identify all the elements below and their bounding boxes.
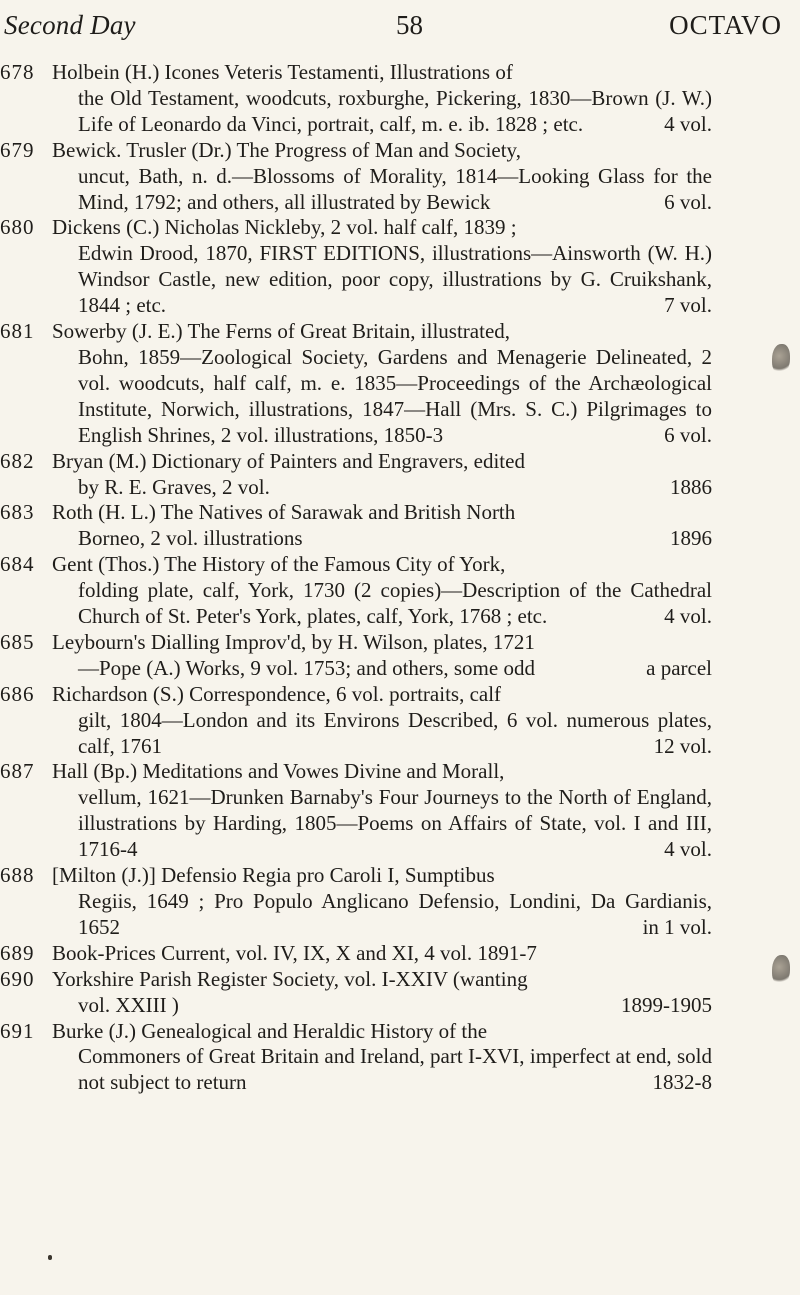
- running-head-format: OCTAVO: [669, 10, 782, 40]
- lot-description-first-line: Roth (H. L.) The Natives of Sarawak and British North: [52, 500, 516, 525]
- lot-number: 691: [0, 1018, 35, 1043]
- lot-entry: [0, 215, 712, 319]
- lot-description-first-line: Gent (Thos.) The History of the Famous City of York,: [52, 552, 506, 577]
- lot-number: 678: [0, 60, 35, 84]
- lot-description-text: vellum, 1621—Drunken Barnaby's Four Journeys to the North of England, illustrations by Harding, 1805—Poems on Affairs of State, vol. I and III, 1716-4: [78, 785, 712, 862]
- pencil-mark-icon: [772, 955, 790, 985]
- lot-quantity: 1832-8: [652, 1070, 712, 1095]
- lot-description-text: Borneo, 2 vol. illustrations: [78, 526, 303, 551]
- lot-description: [52, 345, 712, 449]
- lot-entry: [0, 1019, 712, 1097]
- lot-quantity: 1899-1905: [621, 992, 712, 1017]
- lot-number: 684: [0, 552, 35, 577]
- lot-number: 687: [0, 759, 35, 784]
- lot-entry: [0, 138, 712, 216]
- lot-description-text: gilt, 1804—London and its Environs Described, 6 vol. numerous plates, calf, 1761: [78, 707, 712, 758]
- lot-entry: [0, 682, 712, 760]
- lot-description-text: —Pope (A.) Works, 9 vol. 1753; and others, some odd: [78, 655, 535, 680]
- lot-description-first-line: Hall (Bp.) Meditations and Vowes Divine and Morall,: [52, 759, 505, 784]
- lot-description: [52, 993, 712, 1019]
- lot-entry: [0, 941, 712, 967]
- lot-description-first-line: Book-Prices Current, vol. IV, IX, X and XI, 4 vol. 1891-7: [52, 940, 537, 965]
- lot-description: [52, 164, 712, 216]
- lot-description: [52, 241, 712, 319]
- lot-description: [52, 86, 712, 138]
- lot-description-first-line: Holbein (H.) Icones Veteris Testamenti, Illustrations of: [52, 60, 513, 84]
- lot-quantity: 1886: [670, 474, 712, 499]
- lot-number: 688: [0, 863, 35, 888]
- lot-description-first-line: Burke (J.) Genealogical and Heraldic History of the: [52, 1018, 488, 1043]
- lot-description-text: Regiis, 1649 ; Pro Populo Anglicano Defensio, Londini, Da Gardianis, 1652: [78, 889, 712, 939]
- lot-entry: [0, 863, 712, 941]
- lot-number: 679: [0, 137, 35, 162]
- lot-number: 686: [0, 681, 35, 706]
- lot-quantity: 7 vol.: [664, 293, 712, 318]
- lot-description: [52, 1044, 712, 1096]
- lot-description-first-line: Bewick. Trusler (Dr.) The Progress of Man and Society,: [52, 137, 521, 162]
- lot-number: 690: [0, 966, 35, 991]
- lot-quantity: 1896: [670, 526, 712, 551]
- page-number: 58: [396, 10, 423, 40]
- lot-description-first-line: Bryan (M.) Dictionary of Painters and Engravers, edited: [52, 448, 525, 473]
- lot-quantity: 6 vol.: [664, 422, 712, 447]
- lot-number: 681: [0, 319, 35, 344]
- lot-description-text: Edwin Drood, 1870, FIRST EDITIONS, illustrations—Ainsworth (W. H.) Windsor Castle, new edition, poor copy, illustrations by G. Cruikshank, 1844 ; etc.: [78, 241, 712, 318]
- lot-entry: [0, 552, 712, 630]
- lot-description-text: Bohn, 1859—Zoological Society, Gardens and Menagerie Delineated, 2 vol. woodcuts, half calf, m. e. 1835—Proceedings of the Archæological Institute, Norwich, illustrations, 1847—Hall (Mrs. S. C.) Pilgrimages to English Shrines, 2 vol. illustrations, 1850-3: [78, 344, 712, 447]
- lot-number: 682: [0, 448, 35, 473]
- lot-description: [52, 785, 712, 863]
- lot-description-text: uncut, Bath, n. d.—Blossoms of Morality, 1814—Looking Glass for the Mind, 1792; and others, all illustrated by Bewick: [78, 163, 712, 214]
- running-head-day: Second Day: [4, 10, 136, 40]
- lot-description-text: vol. XXIII ): [78, 992, 179, 1017]
- pencil-mark-icon: [772, 344, 790, 374]
- lot-entry: [0, 319, 712, 449]
- lot-description-text: by R. E. Graves, 2 vol.: [78, 474, 270, 499]
- lot-quantity: 6 vol.: [664, 189, 712, 214]
- lot-description-first-line: Yorkshire Parish Register Society, vol. I-XXIV (wanting: [52, 966, 528, 991]
- lot-description-text: the Old Testament, woodcuts, roxburghe, Pickering, 1830—Brown (J. W.) Life of Leonardo da Vinci, portrait, calf, m. e. ib. 1828 ; etc.: [78, 85, 712, 136]
- lot-description: [52, 578, 712, 630]
- lot-quantity: in 1 vol.: [642, 914, 712, 939]
- running-head: [2, 10, 798, 46]
- lot-list: [0, 60, 800, 1096]
- lot-description-text: folding plate, calf, York, 1730 (2 copies)—Description of the Cathedral Church of St. Peter's York, plates, calf, York, 1768 ; etc.: [78, 578, 712, 629]
- lot-description-first-line: [Milton (J.)] Defensio Regia pro Caroli I, Sumptibus: [52, 863, 495, 888]
- lot-quantity: a parcel: [646, 655, 712, 680]
- lot-description: [52, 708, 712, 760]
- lot-entry: [0, 60, 712, 138]
- lot-description-first-line: Leybourn's Dialling Improv'd, by H. Wilson, plates, 1721: [52, 629, 535, 654]
- lot-description: [52, 656, 712, 682]
- lot-quantity: 4 vol.: [664, 837, 712, 862]
- lot-number: 689: [0, 940, 35, 965]
- lot-quantity: 12 vol.: [653, 733, 712, 758]
- lot-entry: [0, 759, 712, 863]
- lot-entry: [0, 967, 712, 1019]
- lot-description-first-line: Sowerby (J. E.) The Ferns of Great Britain, illustrated,: [52, 319, 511, 344]
- lot-entry: [0, 500, 712, 552]
- lot-description: [52, 475, 712, 501]
- lot-quantity: 4 vol.: [664, 111, 712, 136]
- lot-number: 680: [0, 215, 35, 240]
- lot-entry: [0, 449, 712, 501]
- lot-number: 683: [0, 500, 35, 525]
- lot-number: 685: [0, 629, 35, 654]
- lot-description: [52, 889, 712, 941]
- ink-dot: [48, 1255, 52, 1260]
- lot-description: [52, 526, 712, 552]
- lot-description-first-line: Dickens (C.) Nicholas Nickleby, 2 vol. half calf, 1839 ;: [52, 215, 517, 240]
- lot-description-text: Commoners of Great Britain and Ireland, part I-XVI, imperfect at end, sold not subject to return: [78, 1044, 712, 1095]
- lot-entry: [0, 630, 712, 682]
- lot-quantity: 4 vol.: [664, 604, 712, 629]
- lot-description-first-line: Richardson (S.) Correspondence, 6 vol. portraits, calf: [52, 681, 502, 706]
